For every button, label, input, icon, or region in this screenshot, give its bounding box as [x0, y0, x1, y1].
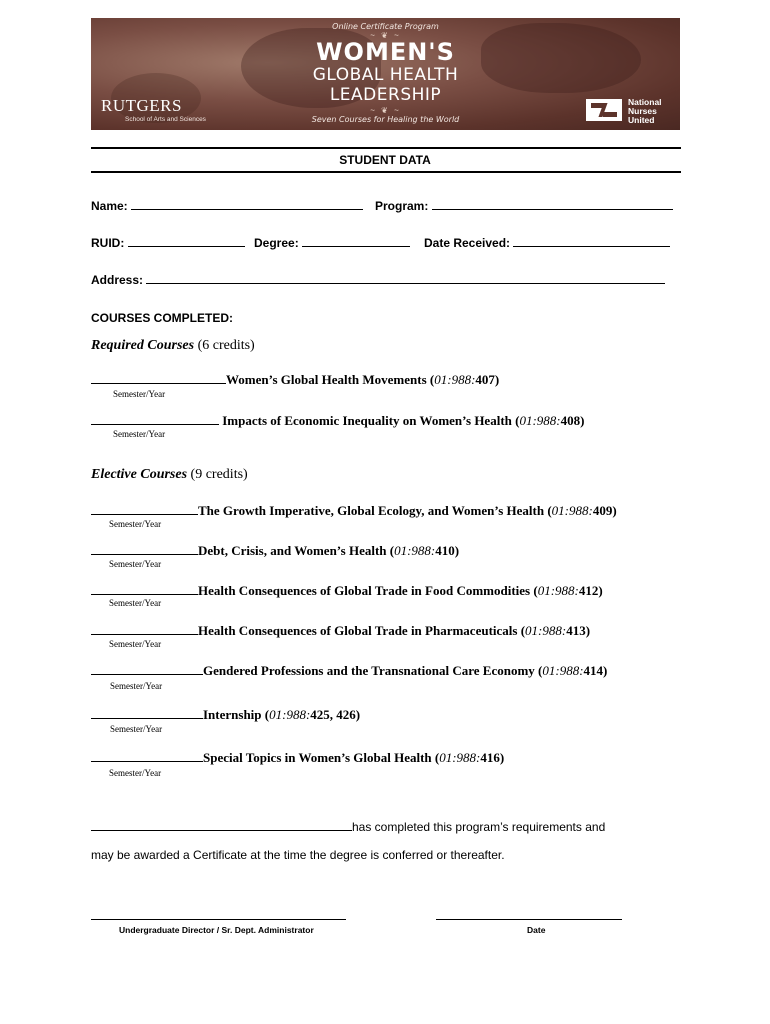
- banner-title-line3: LEADERSHIP: [329, 85, 442, 105]
- program-banner: [91, 18, 680, 130]
- rutgers-school-name: School of Arts and Sciences: [125, 116, 206, 123]
- semester-year-label: Semester/Year: [109, 598, 162, 608]
- semester-line[interactable]: [91, 412, 219, 425]
- divider: [91, 171, 681, 173]
- completion-statement-line2: may be awarded a Certificate at the time the degree is conferred or thereafter.: [91, 848, 505, 862]
- date-label: Date: [527, 925, 546, 935]
- signature-line[interactable]: [91, 919, 346, 920]
- semester-year-label: Semester/Year: [109, 768, 162, 778]
- course-row-414[interactable]: Gendered Professions and the Transnational Care Economy (01:988:414): [91, 662, 607, 679]
- program-field[interactable]: Program:: [375, 199, 673, 213]
- semester-year-label: Semester/Year: [113, 429, 166, 439]
- rutgers-logo: RUTGERS: [101, 96, 182, 115]
- banner-title-line2: GLOBAL HEALTH: [312, 65, 459, 85]
- name-field[interactable]: Name:: [91, 199, 363, 213]
- semester-line[interactable]: [91, 662, 203, 675]
- semester-year-label: Semester/Year: [109, 559, 162, 569]
- ornament-icon: ~ ❦ ~: [370, 106, 401, 115]
- semester-line[interactable]: [91, 542, 198, 555]
- elective-courses-heading: Elective Courses (9 credits): [91, 467, 248, 482]
- banner-top-text: Online Certificate Program: [332, 22, 439, 31]
- course-row-413[interactable]: Health Consequences of Global Trade in Pharmaceuticals (01:988:413): [91, 622, 590, 639]
- banner-subtitle: Seven Courses for Healing the World: [311, 115, 460, 124]
- course-row-416[interactable]: Special Topics in Women’s Global Health (01:988:416): [91, 749, 504, 766]
- banner-title-line1: WOMEN'S: [316, 38, 455, 66]
- course-row-408[interactable]: Impacts of Economic Inequality on Women’s Health (01:988:408): [91, 412, 584, 429]
- date-received-field[interactable]: Date Received:: [424, 236, 670, 250]
- semester-line[interactable]: [91, 749, 203, 762]
- semester-year-label: Semester/Year: [109, 519, 162, 529]
- completion-statement-line1: has completed this program’s requirements and: [91, 820, 605, 834]
- signature-label: Undergraduate Director / Sr. Dept. Administrator: [119, 925, 314, 935]
- course-row-412[interactable]: Health Consequences of Global Trade in Food Commodities (01:988:412): [91, 582, 603, 599]
- semester-year-label: Semester/Year: [113, 389, 166, 399]
- ornament-icon: ~ ❦ ~: [370, 31, 401, 40]
- course-row-407[interactable]: Women’s Global Health Movements (01:988:407): [91, 371, 499, 388]
- courses-completed-label: COURSES COMPLETED:: [91, 311, 234, 325]
- divider: [91, 147, 681, 149]
- student-name-line[interactable]: [91, 820, 352, 831]
- address-field[interactable]: Address:: [91, 273, 665, 287]
- semester-line[interactable]: [91, 706, 203, 719]
- date-line[interactable]: [436, 919, 622, 920]
- course-row-425-426[interactable]: Internship (01:988:425, 426): [91, 706, 360, 723]
- ruid-field[interactable]: RUID:: [91, 236, 245, 250]
- section-title: STUDENT DATA: [339, 153, 431, 167]
- course-row-409[interactable]: The Growth Imperative, Global Ecology, and Women’s Health (01:988:409): [91, 502, 617, 519]
- semester-line[interactable]: [91, 502, 198, 515]
- required-courses-heading: Required Courses (6 credits): [91, 338, 255, 353]
- degree-field[interactable]: Degree:: [254, 236, 410, 250]
- course-row-410[interactable]: Debt, Crisis, and Women’s Health (01:988:410): [91, 542, 459, 559]
- semester-line[interactable]: [91, 371, 226, 384]
- semester-line[interactable]: [91, 622, 198, 635]
- semester-year-label: Semester/Year: [109, 639, 162, 649]
- semester-line[interactable]: [91, 582, 198, 595]
- nnu-logo-icon: [586, 99, 622, 121]
- semester-year-label: Semester/Year: [110, 724, 163, 734]
- semester-year-label: Semester/Year: [110, 681, 163, 691]
- nnu-logo-text: National Nurses United: [628, 97, 662, 125]
